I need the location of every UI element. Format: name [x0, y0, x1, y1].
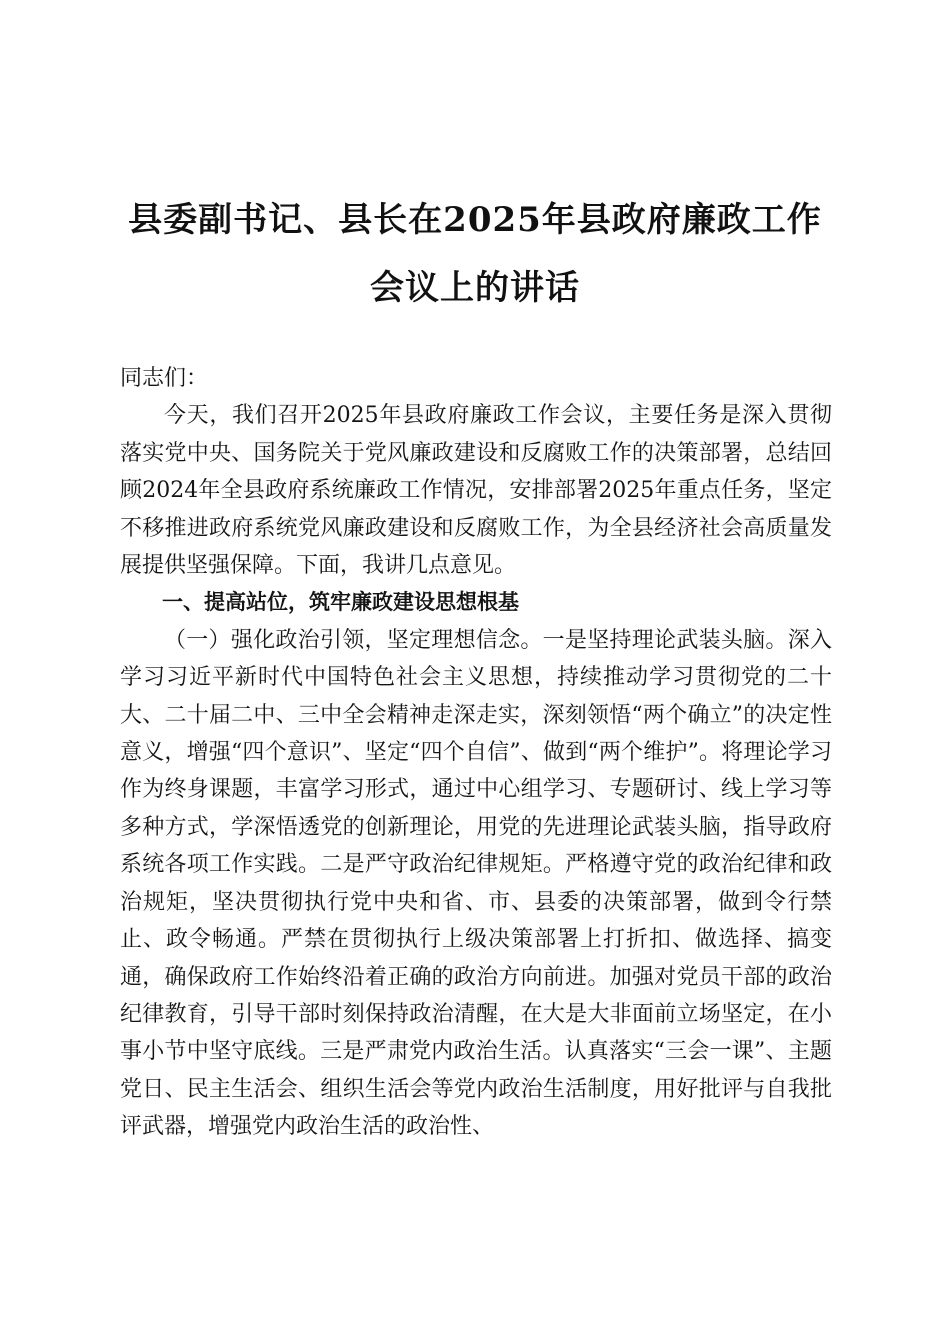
document-body	[120, 360, 832, 1146]
salutation: 同志们：	[120, 366, 209, 391]
intro-paragraph: 今天，我们召开2025年县政府廉政工作会议，主要任务是深入贯彻落实党中央、国务院关于党风廉政建设和反腐败工作的决策部署，总结回顾2024年全县政府系统廉政工作情况，安排部署2025年重点任务，坚定不移推进政府系统党风廉政建设和反腐败工作，为全县经济社会高质量发展提供坚强保障。下面，我讲几点意见。	[120, 403, 832, 579]
document-title-line-2: 会议上的讲话	[370, 268, 580, 308]
section-1-paragraph: （一）强化政治引领，坚定理想信念。一是坚持理论武装头脑。深入学习习近平新时代中国特色社会主义思想，持续推动学习贯彻党的二十大、二十届二中、三中全会精神走深走实，深刻领悟“两个确立”的决定性意义，增强“四个意识”、坚定“四个自信”、做到“两个维护”。将理论学习作为终身课题，丰富学习形式，通过中心组学习、专题研讨、线上学习等多种方式，学深悟透党的创新理论，用党的先进理论武装头脑，指导政府系统各项工作实践。二是严守政治纪律规矩。严格遵守党的政治纪律和政治规矩，坚决贯彻执行党中央和省、市、县委的决策部署，做到令行禁止、政令畅通。严禁在贯彻执行上级决策部署上打折扣、做选择、搞变通，确保政府工作始终沿着正确的政治方向前进。加强对党员干部的政治纪律教育，引导干部时刻保持政治清醒，在大是大非面前立场坚定，在小事小节中坚守底线。三是严肃党内政治生活。认真落实“三会一课”、主题党日、民主生活会、组织生活会等党内政治生活制度，用好批评与自我批评武器，增强党内政治生活的政治性、	[120, 627, 832, 1140]
document-title-line-1: 县委副书记、县长在2025年县政府廉政工作	[128, 200, 822, 240]
section-1-heading: 一、提高站位，筑牢廉政建设思想根基	[162, 590, 519, 615]
